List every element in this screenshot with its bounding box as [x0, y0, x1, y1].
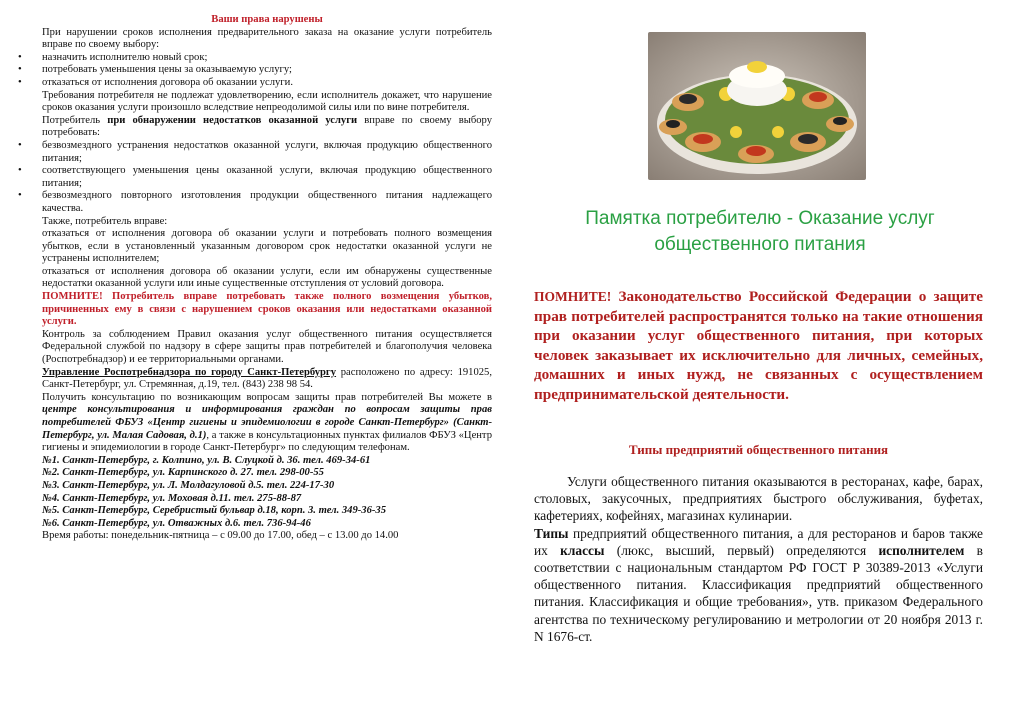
paragraph-consult: Получить консультацию по возникающим вопросам защиты прав потребителей Вы можете в центре консультирования и информирования граждан по вопросам защиты прав потребителей ФБУЗ «Центр гигиены и эпидемиологии в городе Санкт-Петербург» (Санкт-Петербург, ул. Малая Садовая, д.1), а также в консультационных пунктах филиалов ФБУЗ «Центр гигиены и эпидемиологии в городе Санкт-Петербург» по следующим телефонам.: [42, 391, 492, 454]
page-title: Памятка потребителю - Оказание услуг общественного питания: [585, 208, 935, 255]
branch-item: №1. Санкт-Петербург, г. Колпино, ул. В. Слуцкой д. 36. тел. 469-34-61: [42, 454, 371, 466]
remember-lead: ПОМНИТЕ!: [534, 289, 612, 304]
paragraph-deadline: При нарушении сроков исполнения предварительного заказа на оказание услуги потребитель вправе по своему выбору:: [42, 26, 492, 51]
remember-text: Законодательство Российской Федерации о защите прав потребителей распространятся только на такие отношения при оказании услуг общественного питания, при которых человек заказывает их исключительно для личных, семейных, домашних и иных нужд, не связанных с осуществлением предпринимательской деятельности.: [534, 288, 983, 403]
branch-item: №5. Санкт-Петербург, Серебристый бульвар д.18, корп. 3. тел. 349-36-35: [42, 505, 387, 517]
paragraph-defects: Потребитель при обнаружении недостатков оказанной услуги вправе по своему выбору потребовать:: [42, 114, 492, 139]
paragraph-control: Контроль за соблюдением Правил оказания услуг общественного питания осуществляется Федеральной службой по надзору в сфере защиты прав потребителей и благополучия человека (Роспотребнадзор) и ее территориальными органами.: [42, 328, 492, 366]
rights-title: Ваши права нарушены: [211, 14, 323, 25]
types-heading: Типы предприятий общественного питания: [628, 442, 889, 457]
paragraph-also: Также, потребитель вправе:: [42, 215, 168, 227]
working-hours: Время работы: понедельник-пятница – с 09.00 до 17.00, обед – с 13.00 до 14.00: [42, 530, 399, 542]
paragraph-office: Управление Роспотребнадзора по городу Санкт-Петербургу расположено по адресу: 191025, Санкт-Петербург, ул. Стремянная, д.19, тел. (843) 238 98 54.: [42, 366, 492, 391]
paragraph-classes: Типы предприятий общественного питания, а для ресторанов и баров также их классы (люкс, высший, первый) определяются исполнителем в соответствии с национальным стандартом РФ ГОСТ Р 30389-2013 «Услуги общественного питания. Классификация предприятий общественного питания. Классификация и общие требования», утв. приказом Федерального агентства по техническому регулированию и метрологии от 20 ноября 2013 г. N 1676-ст.: [534, 525, 984, 644]
list-item: • назначить исполнителю новый срок;: [18, 52, 492, 65]
list-item: • безвозмездного устранения недостатков оказанной услуги, включая продукцию общественного питания;: [18, 140, 492, 165]
branch-item: №4. Санкт-Петербург, ул. Моховая д.11. тел. 275-88-87: [42, 492, 302, 504]
paragraph-refuse-2: отказаться от исполнения договора об оказании услуги, если им обнаружены существенные недостатки оказанной услуги или иные существенные отступления от условий договора.: [42, 265, 492, 290]
types-body: [534, 473, 983, 645]
list-item: • потребовать уменьшения цены за оказываемую услугу;: [18, 64, 492, 77]
list-item: • отказаться от исполнения договора об оказании услуги.: [18, 77, 492, 90]
paragraph-services: Услуги общественного питания оказываются в ресторанах, кафе, барах, столовых, закусочных, предприятиях быстрого обслуживания, буфетах, кафетериях, кофейнях, магазинах кулинарии.: [534, 474, 983, 524]
branch-item: №3. Санкт-Петербург, ул. Л. Молдагуловой д.5. тел. 224-17-30: [42, 479, 335, 491]
paragraph-refuse-1: отказаться от исполнения договора об оказании услуги и потребовать полного возмещения убытков, если в установленный указанным договором срок недостатки оказанной услуги не устранены исполнителем;: [42, 228, 492, 265]
food-platter-image: [648, 32, 866, 180]
remember-notice: ПОМНИТЕ! Потребитель вправе потребовать также полного возмещения убытков, причиненных ему в связи с нарушением сроков оказания или недостатками оказанной услуги.: [42, 291, 492, 328]
branch-item: №2. Санкт-Петербург, ул. Карпинского д. 27. тел. 298-00-55: [42, 467, 324, 479]
list-item: • соответствующего уменьшения цены оказанной услуги, включая продукцию общественного питания;: [18, 165, 492, 190]
list-item: • безвозмездного повторного изготовления продукции общественного питания надлежащего качества.: [18, 190, 492, 215]
paragraph-requirements: Требования потребителя не подлежат удовлетворению, если исполнитель докажет, что нарушение сроков оказания услуги произошло вследствие непреодолимой силы или по вине потребителя.: [42, 89, 492, 114]
left-column: [18, 14, 492, 543]
branch-item: №6. Санкт-Петербург, ул. Отважных д.6. тел. 736-94-46: [42, 517, 311, 529]
remember-block: [534, 287, 983, 405]
